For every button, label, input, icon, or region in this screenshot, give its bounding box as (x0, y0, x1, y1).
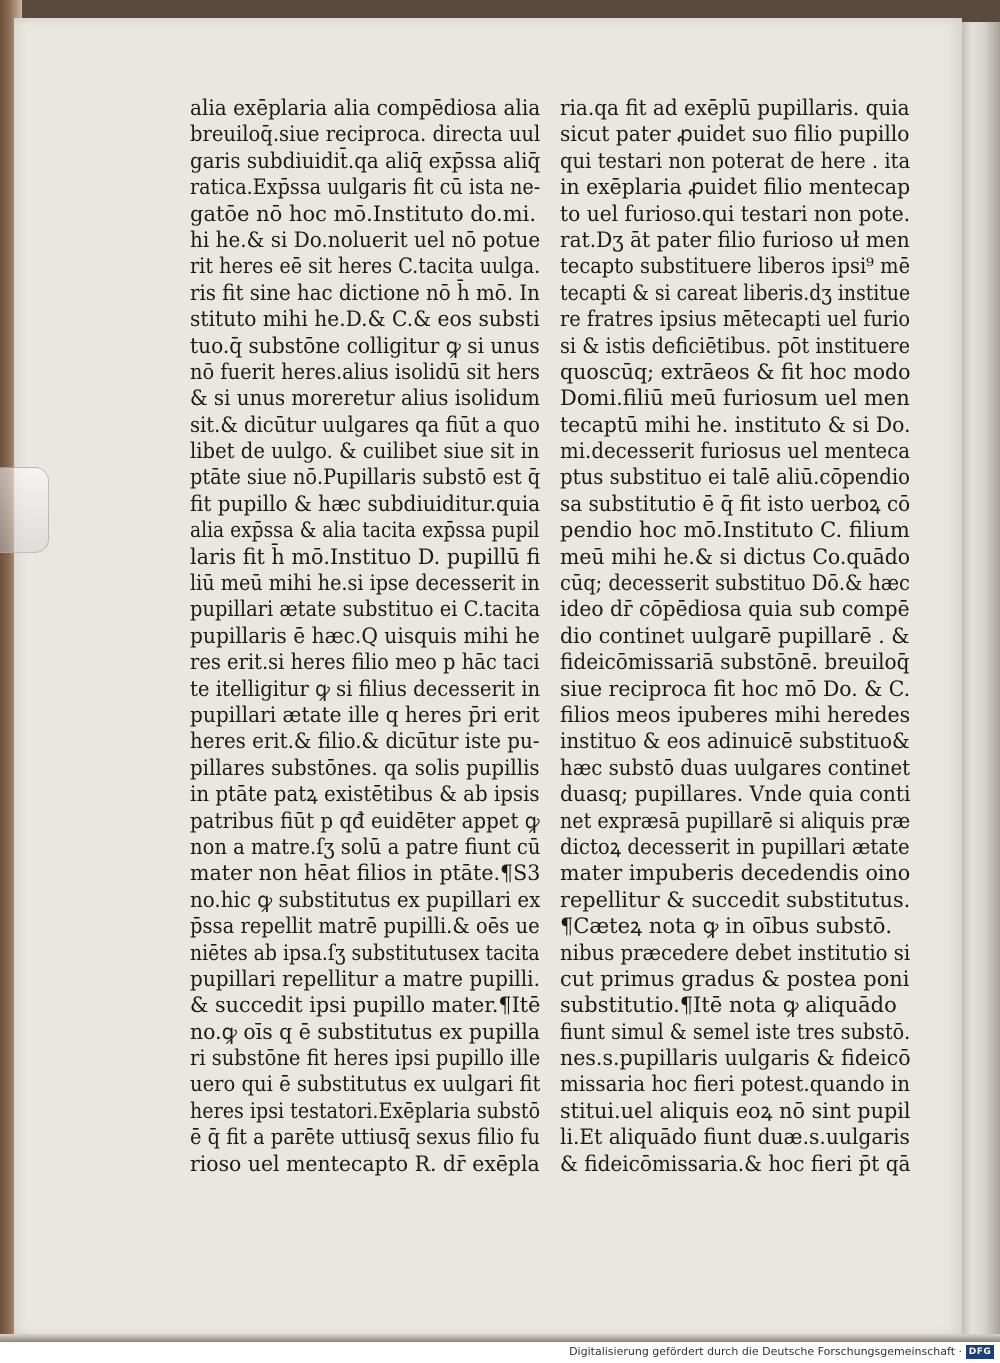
text-line: ptāte siue nō.Pupillaris substō est q̄ (190, 465, 541, 490)
text-line: liū meū mihi he.si ipse decesserit in (190, 571, 540, 596)
text-line: hæc substō duas uulgares continet (560, 755, 911, 780)
text-line: tecapti & si careat liberis.dʒ institue (560, 280, 911, 305)
text-line: fit pupillo & hæc subdiuiditur.quia (190, 491, 541, 516)
text-line: filios meos ipuberes mihi heredes (560, 702, 911, 727)
text-line: ris fit sine hac dictione nō h̄ mō. In (190, 280, 540, 305)
text-line: res erit.si heres filio meo p hāc taci (190, 650, 540, 675)
text-line: no.hic ꝙ substitutus ex pupillari ex (190, 887, 541, 912)
text-line: rioso uel mentecapto R. dr̄ exēpla (190, 1151, 540, 1176)
text-line: gatōe nō hoc mō.Instituto do.mi. (190, 201, 536, 226)
text-line: sit.& dicūtur uulgares qa fiūt a quo (190, 412, 540, 437)
text-line: ria.qa fit ad exēplū pupillaris. quia (560, 96, 910, 120)
text-line: sa substitutio ē q̄ fit isto uerboꝝ cō (560, 491, 911, 516)
text-line: & fideicōmissaria.& hoc fieri p̄t qā (560, 1151, 911, 1176)
text-line: nō fuerit heres.alius isolidū sit hers (190, 359, 540, 384)
dfg-logo: DFG (966, 1345, 994, 1359)
text-line: ē q̄ fit a parēte uttiusq̄ sexus filio fu (190, 1125, 540, 1150)
text-line: stitui.uel aliquis eoꝝ nō sint pupil (560, 1098, 911, 1123)
text-line: laris fit h̄ mō.Instituo D. pupillū fi (190, 544, 541, 569)
text-line: niētes ab ipsa.ſʒ substitutusex tacita (190, 940, 540, 965)
text-line: in ptāte patꝝ existētibus & ab ipsis (190, 782, 540, 807)
text-line: tecaptū mihi he. instituto & si Do. (560, 412, 911, 437)
text-line: mi.decesserit furiosus uel menteca (560, 439, 911, 464)
text-line: in exēplaria ꝓuidet filio mentecap (560, 175, 911, 200)
text-line: ideo dr̄ cōpēdiosa quia sub compē (560, 597, 910, 622)
page-stack-edge (960, 22, 1000, 1340)
page-bottom-edge (0, 1334, 1000, 1342)
text-line: dictoꝝ decesserit in pupillari ætate (560, 834, 910, 859)
footer-credit: Digitalisierung gefördert durch die Deutsche Forschungsgemeinschaft · (569, 1345, 962, 1358)
text-line: garis subdiuidit̄.qa aliq̄ exp̄ssa aliq̄ (190, 148, 541, 173)
text-line: ptus substituo ei talē aliū.cōpendio (560, 465, 911, 490)
text-line: alia exp̄ssa & alia tacita exp̄ssa pupil (190, 518, 540, 543)
text-line: pendio hoc mō.Instituto C. filium (560, 518, 910, 543)
footer-bar (0, 1342, 1000, 1363)
text-line: nibus præcedere debet institutio si (560, 940, 911, 965)
right-text-column (560, 95, 910, 1177)
left-text-column (190, 95, 540, 1177)
text-line: pillares substōnes. qa solis pupillis (190, 755, 540, 780)
text-line: & si unus moreretur alius isolidum (190, 386, 540, 411)
text-line: fiunt simul & semel iste tres substō. (560, 1019, 911, 1044)
text-line: & succedit ipsi pupillo mater.¶Itē (190, 993, 541, 1018)
text-line: heres ipsi testatori.Exēplaria substō (190, 1098, 541, 1123)
text-line: cut primus gradus & postea poni (560, 966, 910, 991)
text-line: sicut pater ꝓuidet suo filio pupillo (560, 122, 910, 147)
text-line: patribus fiūt p qđ euidēter appet ꝙ (190, 808, 540, 833)
text-line: alia exēplaria alia compēdiosa alia (190, 96, 541, 120)
text-line: cūq; decesserit substituo Dō.& hæc (560, 571, 910, 596)
text-line: quoscūq; extrāeos & fit hoc modo (560, 359, 911, 384)
text-line: qui testari non poterat de here . ita (560, 148, 911, 173)
text-line: missaria hoc fieri potest.quando in (560, 1072, 911, 1097)
text-line: te itelligitur ꝙ si filius decesserit in (190, 676, 541, 701)
text-line: mater non hēat filios in ptāte.¶S3 (190, 861, 541, 886)
text-line: si & istis deficiētibus. pōt instituere (560, 333, 911, 358)
page-clip (0, 467, 49, 553)
text-line: breuiloq̄.siue reciproca. directa uul (190, 122, 541, 147)
text-line: tuo.q̄ substōne colligitur ꝙ si unus (190, 333, 540, 358)
text-line: libet de uulgo. & cuilibet siue sit in (190, 439, 540, 464)
text-line: li.Et aliquādo fiunt duæ.s.uulgaris (560, 1125, 910, 1150)
text-line: duasq; pupillares. Vnde quia conti (560, 782, 911, 807)
text-line: rat.Dʒ āt pater filio furioso uł men (560, 227, 910, 252)
text-line: no.ꝙ oīs q ē substitutus ex pupilla (190, 1019, 540, 1044)
text-line: ratica.Exp̄ssa uulgaris fit cū ista ne- (190, 175, 541, 200)
text-line: re fratres ipsius mētecapti uel furio (560, 307, 911, 332)
text-line: pupillaris ē hæc.Q uisquis mihi he (190, 623, 540, 648)
text-line: heres erit.& filio.& dicūtur iste pu- (190, 729, 540, 754)
text-line: pupillari ætate ille q heres p̄ri erit (190, 702, 540, 727)
text-line: instituo & eos adinuicē substituo& (560, 729, 910, 754)
text-line: meū mihi he.& si dictus Co.quādo (560, 544, 911, 569)
text-line: uero qui ē substitutus ex uulgari fit (190, 1072, 541, 1097)
text-line: pupillari repellitur a matre pupilli. (190, 966, 540, 991)
text-line: ri substōne fit heres ipsi pupillo ille (190, 1046, 541, 1071)
text-line: substitutio.¶Itē nota ꝙ aliquādo (560, 993, 897, 1018)
text-line: repellitur & succedit substitutus. (560, 887, 911, 912)
text-line: Domi.filiū meū furiosum uel men (560, 386, 910, 411)
text-line: dio continet uulgarē pupillarē . & (560, 623, 910, 648)
text-line: hi he.& si Do.noluerit uel nō potue (190, 227, 541, 252)
text-line: to uel furioso.qui testari non pote. (560, 201, 911, 226)
text-line: net expræsā pupillarē si aliquis præ (560, 808, 911, 833)
text-line: siue reciproca fit hoc mō Do. & C. (560, 676, 911, 701)
text-line: mater impuberis decedendis oino (560, 861, 911, 886)
text-line: ¶Cæteꝝ nota ꝙ in oībus substō. (560, 914, 893, 939)
text-line: fideicōmissariā substōnē. breuiloq̄ (560, 650, 910, 675)
text-line: pupillari ætate substituo ei C.tacita (190, 597, 540, 622)
text-line: tecapto substituere liberos ipsi⁹ mē (560, 254, 911, 279)
text-line: nes.s.pupillaris uulgaris & fideicō (560, 1046, 911, 1071)
text-line: non a matre.ſʒ solū a patre fiunt cū (190, 834, 541, 859)
text-line: stituto mihi he.D.& C.& eos substi (190, 307, 540, 332)
text-line: p̄ssa repellit matrē pupilli.& oēs ue (190, 914, 540, 939)
text-line: rit heres eē sit heres C.tacita uulga. (190, 254, 541, 279)
